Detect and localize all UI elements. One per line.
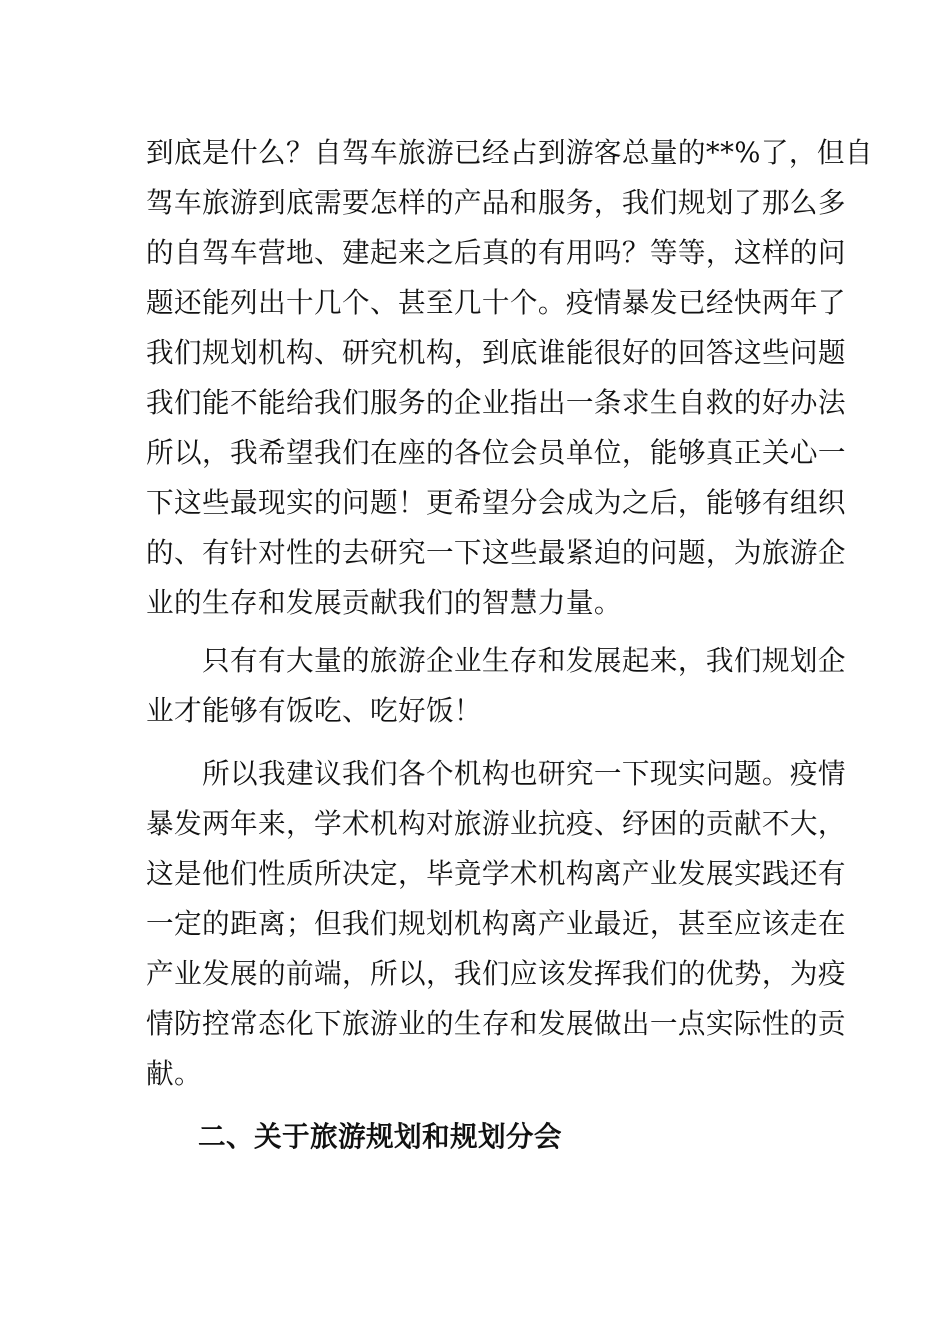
paragraph-line: 只有有大量的旅游企业生存和发展起来，我们规划企 bbox=[146, 644, 846, 677]
paragraph-line: 题还能列出十几个、甚至几十个。疫情暴发已经快两年了 bbox=[146, 286, 846, 319]
paragraph-line: 情防控常态化下旅游业的生存和发展做出一点实际性的贡 bbox=[146, 1007, 846, 1040]
paragraph-line: 到底是什么？自驾车旅游已经占到游客总量的**%了，但自 bbox=[146, 136, 873, 169]
paragraph-line: 的自驾车营地、建起来之后真的有用吗？等等，这样的问 bbox=[146, 236, 846, 269]
paragraph-line: 业才能够有饭吃、吃好饭！ bbox=[146, 694, 482, 727]
paragraph-2 bbox=[146, 636, 846, 736]
paragraph-line: 业的生存和发展贡献我们的智慧力量。 bbox=[146, 586, 622, 619]
paragraph-line: 暴发两年来，学术机构对旅游业抗疫、纾困的贡献不大， bbox=[146, 807, 846, 840]
section-heading: 二、关于旅游规划和规划分会 bbox=[198, 1120, 562, 1153]
paragraph-line: 献。 bbox=[146, 1057, 202, 1090]
paragraph-line: 所以，我希望我们在座的各位会员单位，能够真正关心一 bbox=[146, 436, 846, 469]
paragraph-line: 驾车旅游到底需要怎样的产品和服务，我们规划了那么多 bbox=[146, 186, 846, 219]
paragraph-line: 所以我建议我们各个机构也研究一下现实问题。疫情 bbox=[146, 757, 846, 790]
paragraph-line: 一定的距离；但我们规划机构离产业最近，甚至应该走在 bbox=[146, 907, 846, 940]
paragraph-line: 产业发展的前端，所以，我们应该发挥我们的优势，为疫 bbox=[146, 957, 846, 990]
paragraph-line: 下这些最现实的问题！更希望分会成为之后，能够有组织 bbox=[146, 486, 846, 519]
paragraph-3 bbox=[146, 749, 846, 1099]
paragraph-line: 的、有针对性的去研究一下这些最紧迫的问题，为旅游企 bbox=[146, 536, 846, 569]
paragraph-line: 我们能不能给我们服务的企业指出一条求生自救的好办法 bbox=[146, 386, 846, 419]
paragraph-line: 这是他们性质所决定，毕竟学术机构离产业发展实践还有 bbox=[146, 857, 846, 890]
paragraph-line: 我们规划机构、研究机构，到底谁能很好的回答这些问题 bbox=[146, 336, 846, 369]
paragraph-1 bbox=[146, 128, 873, 628]
